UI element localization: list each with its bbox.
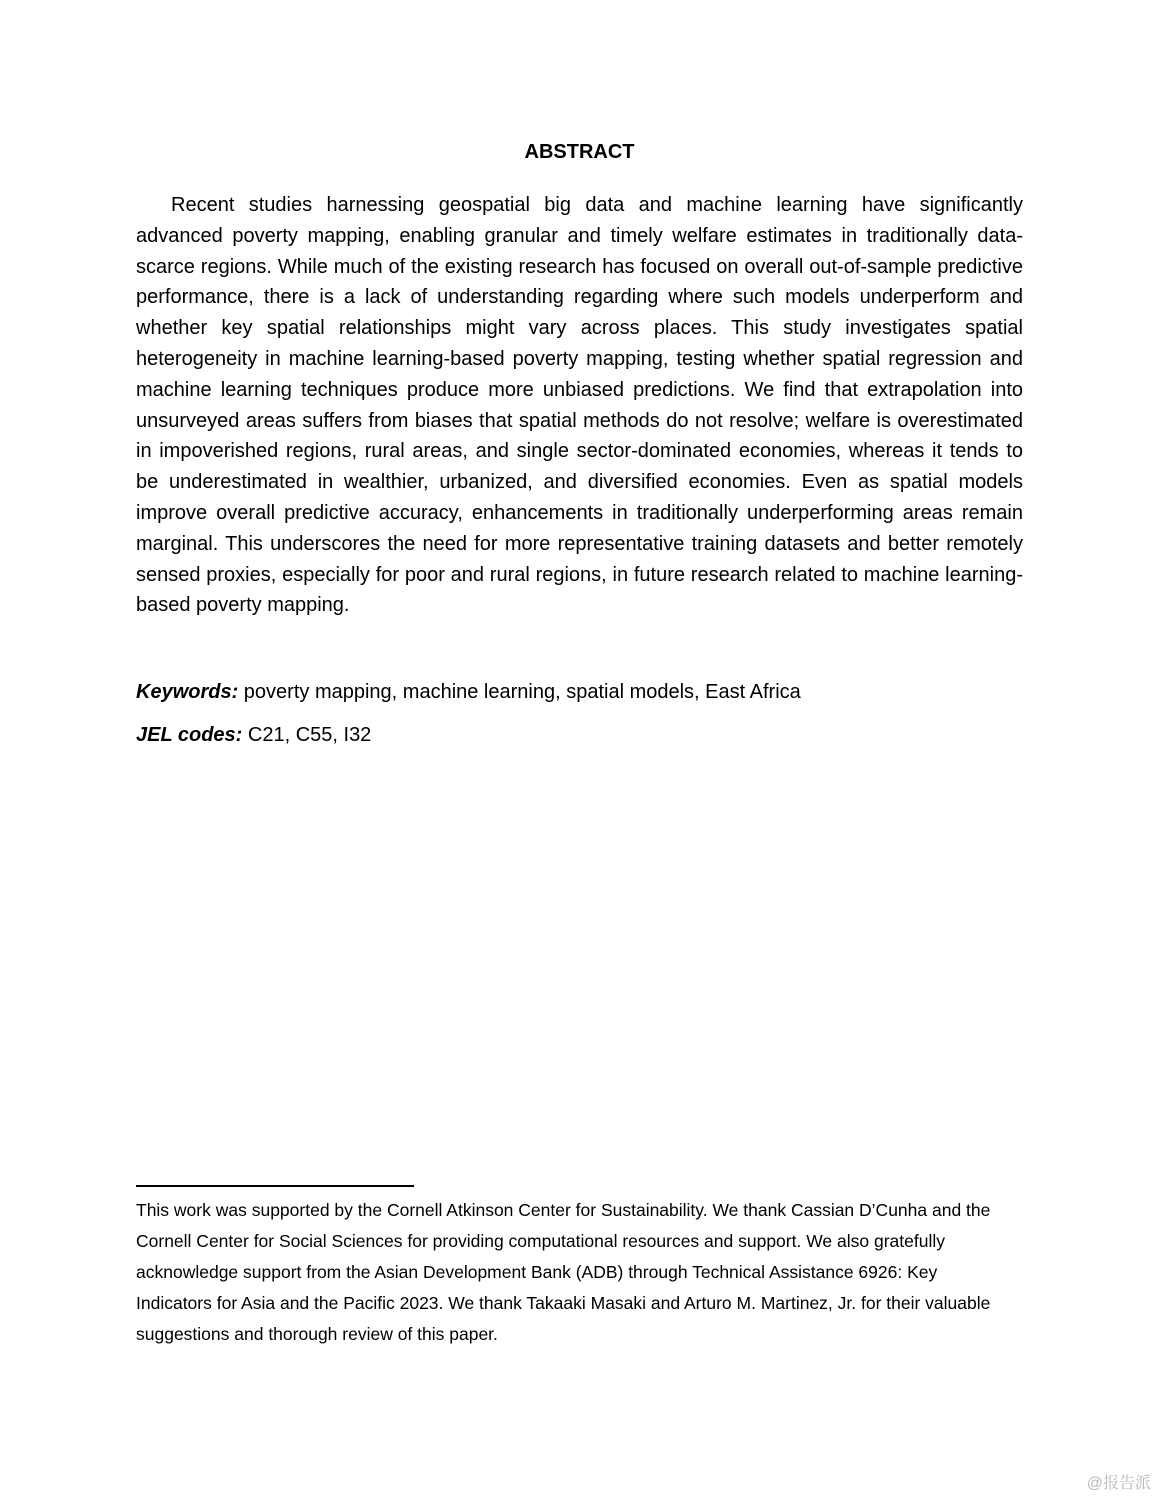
jel-codes-value: C21, C55, I32 <box>242 724 372 746</box>
jel-codes-label: JEL codes: <box>136 724 243 746</box>
footnote-acknowledgements: This work was supported by the Cornell Atkinson Center for Sustainability. We thank Cassian D’Cunha and the Cornell Center for Social Sciences for providing computational resources and support. We also gratefully acknowledge support from the Asian Development Bank (ADB) through Technical Assistance 6926: Key Indicators for Asia and the Pacific 2023. We thank Takaaki Masaki and Arturo M. Martinez, Jr. for their valuable suggestions and thorough review of this paper. <box>136 1200 991 1344</box>
keywords-value: poverty mapping, machine learning, spatial models, East Africa <box>238 681 801 703</box>
abstract-heading: ABSTRACT <box>524 141 635 163</box>
footnote-divider <box>136 1185 414 1187</box>
keywords-line <box>136 679 801 705</box>
jel-codes-line <box>136 722 371 748</box>
keywords-label: Keywords: <box>136 681 239 703</box>
abstract-paragraph: Recent studies harnessing geospatial big data and machine learning have significantly advanced poverty mapping, enabling granular and timely welfare estimates in traditionally data-scarce regions. While much of the existing research has focused on overall out-of-sample predictive performance, there is a lack of understanding regarding where such models underperform and whether key spatial relationships might vary across places. This study investigates spatial heterogeneity in machine learning-based poverty mapping, testing whether spatial regression and machine learning techniques produce more unbiased predictions. We find that extrapolation into unsurveyed areas suffers from biases that spatial methods do not resolve; welfare is overestimated in impoverished regions, rural areas, and single sector-dominated economies, whereas it tends to be underestimated in wealthier, urbanized, and diversified economies. Even as spatial models improve overall predictive accuracy, enhancements in traditionally underperforming areas remain marginal. This underscores the need for more representative training datasets and better remotely sensed proxies, especially for poor and rural regions, in future research related to machine learning-based poverty mapping. <box>136 194 1023 617</box>
watermark: @报告派 <box>1086 1475 1151 1492</box>
